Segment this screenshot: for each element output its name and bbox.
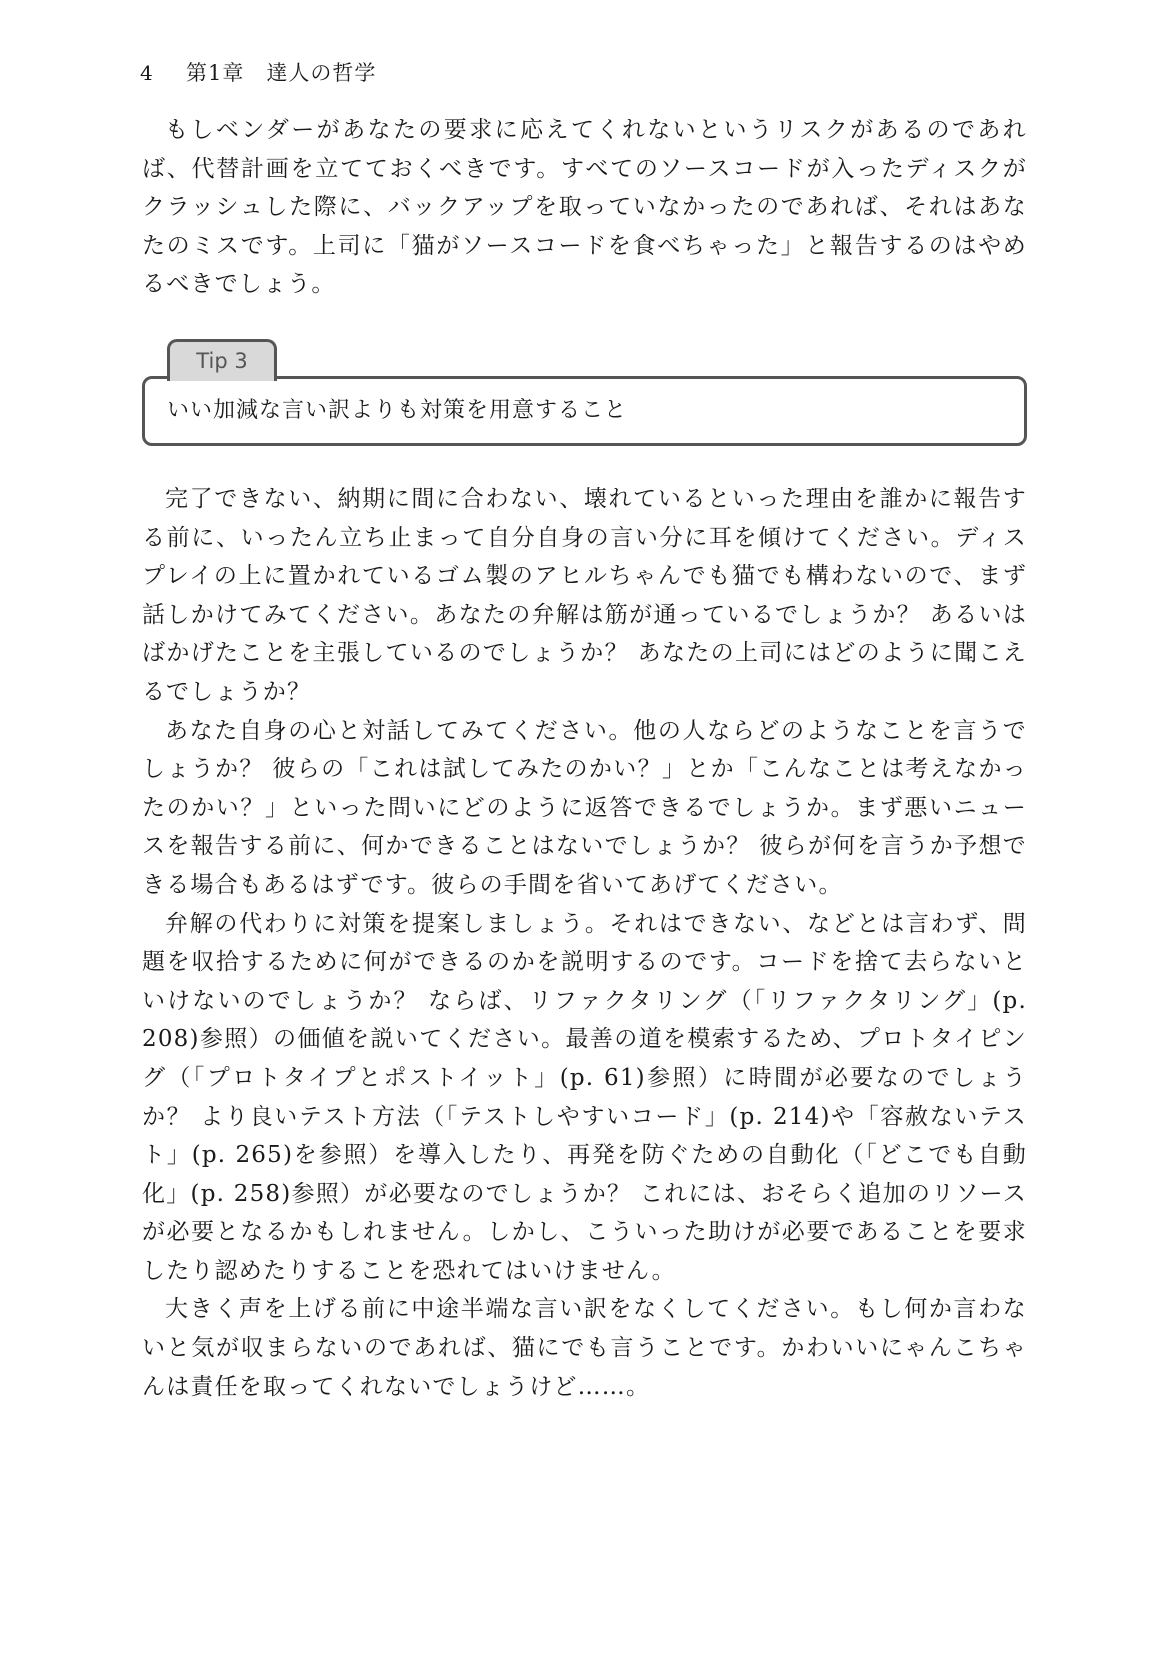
- tip-box: [142, 339, 1027, 449]
- paragraph: 弁解の代わりに対策を提案しましょう。それはできない、などとは言わず、問題を収拾するために何ができるのかを説明するのです。コードを捨て去らないといけないのでしょうか？ ならば、リファクタリング（「リファクタリング」(p. 208)参照）の価値を説いてください。最善の道を模索するため、プロトタイピング（「プロトタイプとポストイット」(p. 61)参照）に時間が必要なのでしょうか？ より良いテスト方法（「テストしやすいコード」(p. 214)や「容赦ないテスト」(p. 265)を参照）を導入したり、再発を防ぐための自動化（「どこでも自動化」(p. 258)参照）が必要なのでしょうか？ これには、おそらく追加のリソースが必要となるかもしれません。しかし、こういった助けが必要であることを要求したり認めたりすることを恐れてはいけません。: [142, 910, 1027, 1284]
- chapter-title: 第1章 達人の哲学: [186, 61, 377, 85]
- paragraph: 大きく声を上げる前に中途半端な言い訳をなくしてください。もし何か言わないと気が収まらないのであれば、猫にでも言うことです。かわいいにゃんこちゃんは責任を取ってくれないでしょうけど……。: [142, 1296, 1027, 1400]
- paragraph: 完了できない、納期に間に合わない、壊れているといった理由を誰かに報告する前に、いったん立ち止まって自分自身の言い分に耳を傾けてください。ディスプレイの上に置かれているゴム製のアヒルちゃんでも猫でも構わないので、まず話しかけてみてください。あなたの弁解は筋が通っているでしょうか？ あるいはばかげたことを主張しているのでしょうか？ あなたの上司にはどのように聞こえるでしょうか？: [142, 486, 1027, 705]
- paragraph: あなた自身の心と対話してみてください。他の人ならどのようなことを言うでしょうか？ 彼らの「これは試してみたのかい？」とか「こんなことは考えなかったのかい？」といった問いにどのように返答できるでしょうか。まず悪いニュースを報告する前に、何かできることはないでしょうか？ 彼らが何を言うか予想できる場合もあるはずです。彼らの手間を省いてあげてください。: [142, 717, 1027, 898]
- tip-body: [142, 376, 1027, 446]
- paragraph: もしベンダーがあなたの要求に応えてくれないというリスクがあるのであれば、代替計画を立てておくべきです。すべてのソースコードが入ったディスクがクラッシュした際に、バックアップを取っていなかったのであれば、それはあなたのミスです。上司に「猫がソースコードを食べちゃった」と報告するのはやめるべきでしょう。: [142, 117, 1027, 298]
- page-number: 4: [140, 61, 153, 85]
- tip-text: いい加減な言い訳よりも対策を用意すること: [167, 398, 628, 423]
- intro-text: [142, 111, 1027, 304]
- running-head: [140, 58, 376, 88]
- tip-label: Tip 3: [167, 339, 277, 381]
- body-text: [142, 480, 1027, 1406]
